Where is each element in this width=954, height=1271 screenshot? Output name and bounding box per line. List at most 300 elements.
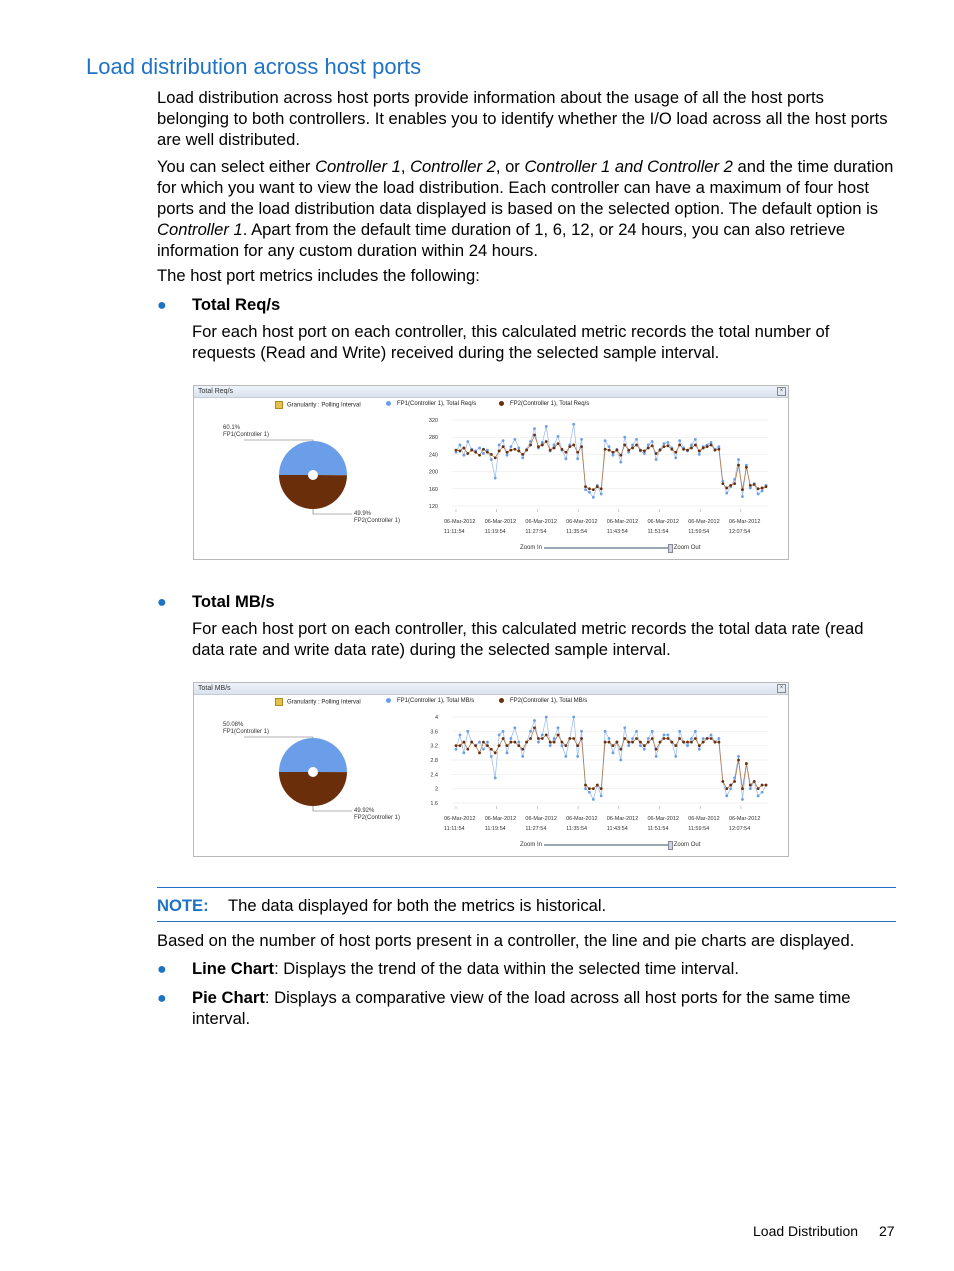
data-point	[706, 737, 709, 740]
bullet-title-req: Total Req/s	[192, 295, 281, 314]
data-point	[706, 445, 709, 448]
data-point	[564, 451, 567, 454]
data-point	[592, 787, 595, 790]
data-point	[690, 741, 693, 744]
data-point	[741, 495, 744, 498]
data-point	[745, 466, 748, 469]
data-point	[631, 737, 634, 740]
data-point	[721, 482, 724, 485]
data-point	[753, 483, 756, 486]
data-point	[455, 449, 458, 452]
data-point	[466, 440, 469, 443]
data-point	[474, 744, 477, 747]
data-point	[631, 741, 634, 744]
x-tick-label: 06-Mar-2012	[688, 519, 720, 525]
data-point	[725, 487, 728, 490]
data-point	[619, 748, 622, 751]
data-point	[521, 453, 524, 456]
data-point	[513, 438, 516, 441]
data-point	[757, 794, 760, 797]
data-point	[592, 496, 595, 499]
zoom-out-label[interactable]: Zoom Out	[673, 842, 701, 848]
data-point	[506, 451, 509, 454]
data-point	[529, 730, 532, 733]
data-point	[741, 787, 744, 790]
x-tick-label: 11:27:54	[525, 529, 547, 535]
data-point	[478, 454, 481, 457]
zoom-in-label[interactable]: Zoom In	[520, 842, 543, 848]
data-point	[714, 449, 717, 452]
data-point	[651, 737, 654, 740]
data-point	[455, 748, 458, 751]
data-point	[674, 744, 677, 747]
data-point	[521, 755, 524, 758]
granularity-legend[interactable]: Granularity : Polling Interval	[275, 698, 361, 706]
pie-label-fp2: 49.9% FP2(Controller 1)	[354, 511, 401, 524]
bullet-text-req: For each host port on each controller, this calculated metric records the total number of requests (Read and Write) received during the selected sample interval.	[192, 322, 830, 362]
data-point	[737, 759, 740, 762]
x-tick-label: 06-Mar-2012	[444, 519, 476, 525]
data-point	[721, 480, 724, 483]
data-point	[674, 755, 677, 758]
chart-panel-total-req	[193, 385, 789, 560]
data-point	[623, 444, 626, 447]
data-point	[584, 787, 587, 790]
data-point	[600, 493, 603, 496]
data-point	[486, 451, 489, 454]
data-point	[502, 445, 505, 448]
data-point	[682, 448, 685, 451]
data-point	[572, 423, 575, 426]
data-point	[459, 744, 462, 747]
bullet-icon: ●	[157, 297, 167, 314]
data-point	[584, 784, 587, 787]
zoom-control[interactable]	[520, 842, 700, 848]
data-point	[674, 451, 677, 454]
data-point	[690, 447, 693, 450]
data-point	[741, 798, 744, 801]
data-point	[549, 449, 552, 452]
data-point	[639, 449, 642, 452]
data-point	[733, 482, 736, 485]
data-point	[666, 444, 669, 447]
data-point	[498, 744, 501, 747]
data-point	[663, 734, 666, 737]
data-point	[623, 737, 626, 740]
data-point	[698, 748, 701, 751]
note-label: NOTE:	[157, 896, 209, 915]
data-point	[643, 744, 646, 747]
data-point	[647, 444, 650, 447]
data-point	[549, 741, 552, 744]
data-point	[670, 448, 673, 451]
data-point	[635, 438, 638, 441]
controller-paragraph: You can select either Controller 1, Controller 2, or Controller 1 and Controller 2 and the time duration for which you want to view the load distribution. Each controller can have a maximum of four host ports and the load distribution data displayed is based on the selected option. The default option is Controller 1. Apart from the default time duration of 1, 6, 12, or 24 hours, you can also retrieve information for any custom duration within 24 hours.	[157, 157, 894, 260]
data-point	[694, 730, 697, 733]
data-point	[580, 730, 583, 733]
data-point	[659, 741, 662, 744]
data-point	[466, 452, 469, 455]
zoom-out-label[interactable]: Zoom Out	[673, 545, 701, 551]
data-point	[529, 737, 532, 740]
data-point	[564, 457, 567, 460]
data-point	[639, 741, 642, 744]
data-point	[521, 456, 524, 459]
data-point	[506, 454, 509, 457]
data-point	[584, 485, 587, 488]
x-tick-label: 11:59:54	[688, 826, 710, 832]
x-tick-label: 11:43:54	[606, 529, 628, 535]
x-tick-label: 06-Mar-2012	[484, 519, 517, 525]
zoom-in-label[interactable]: Zoom In	[520, 545, 543, 551]
data-point	[478, 741, 481, 744]
data-point	[761, 487, 764, 490]
data-point	[482, 741, 485, 744]
bullet-icon: ●	[157, 594, 167, 611]
data-point	[733, 478, 736, 481]
data-point	[718, 741, 721, 744]
data-point	[525, 741, 528, 744]
data-point	[541, 441, 544, 444]
x-tick-label: 06-Mar-2012	[728, 816, 761, 822]
data-point	[557, 442, 560, 445]
y-tick-label: 280	[428, 435, 438, 442]
data-point	[678, 444, 681, 447]
x-tick-label: 11:43:54	[606, 826, 628, 832]
data-point	[749, 484, 752, 487]
data-point	[533, 434, 536, 437]
data-point	[725, 492, 728, 495]
metrics-intro: The host port metrics includes the following:	[157, 266, 480, 285]
data-point	[576, 457, 579, 460]
x-tick-label: 11:27:54	[525, 826, 547, 832]
data-point	[623, 726, 626, 729]
data-point	[545, 734, 548, 737]
x-tick-label: 11:19:54	[484, 529, 506, 535]
data-point	[655, 748, 658, 751]
pie-label-fp1: 50.08% FP1(Controller 1)	[223, 722, 270, 735]
data-point	[737, 458, 740, 461]
data-point	[729, 787, 732, 790]
data-point	[674, 456, 677, 459]
data-point	[635, 737, 638, 740]
data-point	[490, 748, 493, 751]
data-point	[714, 741, 717, 744]
data-point	[529, 440, 532, 443]
data-point	[517, 447, 520, 450]
legend-fp1: FP1(Controller 1), Total Req/s	[386, 401, 476, 407]
data-point	[521, 748, 524, 751]
data-point	[627, 741, 630, 744]
data-point	[474, 451, 477, 454]
data-point	[749, 784, 752, 787]
data-point	[663, 737, 666, 740]
x-tick-label: 11:35:54	[566, 826, 588, 832]
data-point	[494, 456, 497, 459]
data-point	[757, 493, 760, 496]
data-point	[686, 741, 689, 744]
data-point	[588, 787, 591, 790]
data-point	[592, 488, 595, 491]
data-point	[663, 445, 666, 448]
data-point	[561, 741, 564, 744]
data-point	[572, 737, 575, 740]
data-point	[757, 487, 760, 490]
data-point	[517, 744, 520, 747]
data-point	[545, 425, 548, 428]
data-point	[557, 435, 560, 438]
data-point	[733, 777, 736, 780]
data-point	[627, 449, 630, 452]
data-point	[533, 427, 536, 430]
line-chart	[194, 386, 790, 561]
data-point	[588, 491, 591, 494]
data-point	[604, 741, 607, 744]
data-point	[537, 737, 540, 740]
data-point	[710, 734, 713, 737]
data-point	[553, 444, 556, 447]
data-point	[615, 741, 618, 744]
data-point	[608, 449, 611, 452]
data-point	[761, 490, 764, 493]
data-point	[729, 784, 732, 787]
data-point	[462, 447, 465, 450]
data-point	[678, 737, 681, 740]
x-tick-label: 11:11:54	[444, 529, 465, 535]
data-point	[466, 730, 469, 733]
data-point	[663, 442, 666, 445]
data-point	[482, 748, 485, 751]
data-point	[510, 445, 513, 448]
series-line	[456, 424, 766, 497]
bullet-pie-chart: Pie Chart: Displays a comparative view of the load across all host ports for the same time interval.	[192, 988, 851, 1028]
data-point	[690, 737, 693, 740]
x-tick-label: 06-Mar-2012	[525, 519, 557, 525]
data-point	[482, 452, 485, 455]
data-point	[455, 744, 458, 747]
data-point	[568, 737, 571, 740]
chart-types-paragraph: Based on the number of host ports present in a controller, the line and pie charts are displayed.	[157, 931, 855, 950]
zoom-control[interactable]	[520, 545, 700, 551]
data-point	[765, 485, 768, 488]
data-point	[757, 787, 760, 790]
note-box	[157, 887, 896, 922]
data-point	[462, 741, 465, 744]
data-point	[765, 784, 768, 787]
x-tick-label: 06-Mar-2012	[688, 816, 720, 822]
data-point	[541, 737, 544, 740]
x-tick-label: 11:51:54	[647, 529, 669, 535]
x-tick-label: 11:51:54	[647, 826, 669, 832]
data-point	[643, 452, 646, 455]
data-point	[702, 737, 705, 740]
x-tick-label: 11:59:54	[688, 529, 710, 535]
data-point	[513, 448, 516, 451]
data-point	[545, 716, 548, 719]
data-point	[737, 755, 740, 758]
data-point	[612, 454, 615, 457]
data-point	[568, 445, 571, 448]
data-point	[623, 436, 626, 439]
data-point	[486, 744, 489, 747]
data-point	[694, 444, 697, 447]
data-point	[580, 438, 583, 441]
data-point	[470, 449, 473, 452]
data-point	[631, 444, 634, 447]
data-point	[651, 440, 654, 443]
data-point	[710, 444, 713, 447]
data-point	[725, 794, 728, 797]
data-point	[498, 734, 501, 737]
series-line	[456, 717, 766, 799]
data-point	[580, 445, 583, 448]
data-point	[580, 737, 583, 740]
data-point	[647, 447, 650, 450]
bullet-icon: ●	[157, 990, 167, 1007]
data-point	[698, 744, 701, 747]
data-point	[533, 719, 536, 722]
y-tick-label: 4	[434, 715, 438, 721]
data-point	[596, 485, 599, 488]
data-point	[572, 444, 575, 447]
data-point	[459, 734, 462, 737]
data-point	[502, 439, 505, 442]
data-point	[588, 791, 591, 794]
zoom-slider-track[interactable]	[544, 844, 670, 846]
data-point	[466, 748, 469, 751]
data-point	[462, 751, 465, 754]
data-point	[533, 726, 536, 729]
data-point	[494, 751, 497, 754]
data-point	[612, 744, 615, 747]
data-point	[541, 444, 544, 447]
granularity-legend[interactable]: Granularity : Polling Interval	[275, 401, 361, 409]
data-point	[517, 450, 520, 453]
legend-fp2: FP2(Controller 1), Total MB/s	[499, 698, 587, 704]
data-point	[718, 448, 721, 451]
data-point	[619, 454, 622, 457]
data-point	[596, 784, 599, 787]
section-heading: Load distribution across host ports	[86, 54, 422, 79]
data-point	[506, 744, 509, 747]
data-point	[627, 744, 630, 747]
x-tick-label: 06-Mar-2012	[566, 519, 598, 525]
data-point	[462, 454, 465, 457]
panel-title: Total MB/s	[194, 683, 788, 695]
zoom-slider-handle[interactable]	[668, 544, 673, 553]
data-point	[749, 787, 752, 790]
data-point	[513, 741, 516, 744]
panel-title: Total Req/s	[194, 386, 788, 398]
data-point	[694, 737, 697, 740]
data-point	[553, 741, 556, 744]
data-point	[494, 477, 497, 480]
intro-paragraph: Load distribution across host ports provide information about the usage of all the host ports belonging to both controllers. It enables you to identify whether the I/O load across all the host ports are well distributed.	[157, 88, 888, 149]
line-chart	[194, 683, 790, 858]
data-point	[655, 755, 658, 758]
close-icon[interactable]: ×	[777, 684, 786, 693]
data-point	[686, 744, 689, 747]
data-point	[749, 487, 752, 490]
data-point	[718, 737, 721, 740]
data-point	[659, 449, 662, 452]
bullet-line-chart: Line Chart: Displays the trend of the data within the selected time interval.	[192, 959, 739, 978]
y-tick-label: 2.8	[430, 758, 438, 764]
data-point	[682, 741, 685, 744]
data-point	[502, 737, 505, 740]
data-point	[600, 787, 603, 790]
data-point	[698, 450, 701, 453]
data-point	[612, 451, 615, 454]
data-point	[494, 777, 497, 780]
data-point	[588, 487, 591, 490]
data-point	[761, 791, 764, 794]
y-tick-label: 320	[428, 418, 438, 424]
data-point	[725, 787, 728, 790]
data-point	[490, 458, 493, 461]
data-point	[733, 780, 736, 783]
close-icon[interactable]: ×	[777, 387, 786, 396]
zoom-slider-track[interactable]	[544, 547, 670, 549]
data-point	[655, 452, 658, 455]
y-tick-label: 3.6	[430, 729, 438, 736]
data-point	[694, 438, 697, 441]
x-tick-label: 12:07:54	[728, 826, 751, 832]
data-point	[459, 450, 462, 453]
data-point	[761, 784, 764, 787]
bullet-text-mb: For each host port on each controller, this calculated metric records the total data rate (read data rate and write data rate) during the selected sample interval.	[192, 619, 864, 659]
data-point	[517, 741, 520, 744]
data-point	[600, 487, 603, 490]
y-tick-label: 1.6	[430, 801, 438, 807]
data-point	[608, 445, 611, 448]
data-point	[561, 448, 564, 451]
footer-page-number: 27	[879, 1223, 895, 1239]
data-point	[666, 441, 669, 444]
data-point	[576, 744, 579, 747]
data-point	[651, 444, 654, 447]
data-point	[600, 794, 603, 797]
data-point	[525, 449, 528, 452]
data-point	[502, 730, 505, 733]
data-point	[718, 445, 721, 448]
data-point	[584, 488, 587, 491]
data-point	[643, 748, 646, 751]
data-point	[557, 726, 560, 729]
data-point	[478, 447, 481, 450]
x-tick-label: 06-Mar-2012	[525, 816, 557, 822]
x-tick-label: 12:07:54	[728, 529, 751, 535]
data-point	[592, 798, 595, 801]
data-point	[506, 751, 509, 754]
y-tick-label: 240	[428, 452, 438, 459]
data-point	[619, 461, 622, 464]
y-tick-label: 160	[428, 486, 438, 493]
x-tick-label: 06-Mar-2012	[606, 519, 639, 525]
pie-label-fp2: 49.92% FP2(Controller 1)	[354, 808, 401, 821]
data-point	[678, 439, 681, 442]
data-point	[741, 488, 744, 491]
data-point	[655, 458, 658, 461]
series-line	[456, 435, 766, 490]
data-point	[647, 737, 650, 740]
data-point	[604, 448, 607, 451]
data-point	[482, 448, 485, 451]
data-point	[608, 741, 611, 744]
x-tick-label: 06-Mar-2012	[728, 519, 761, 525]
data-point	[557, 734, 560, 737]
zoom-slider-handle[interactable]	[668, 841, 673, 850]
